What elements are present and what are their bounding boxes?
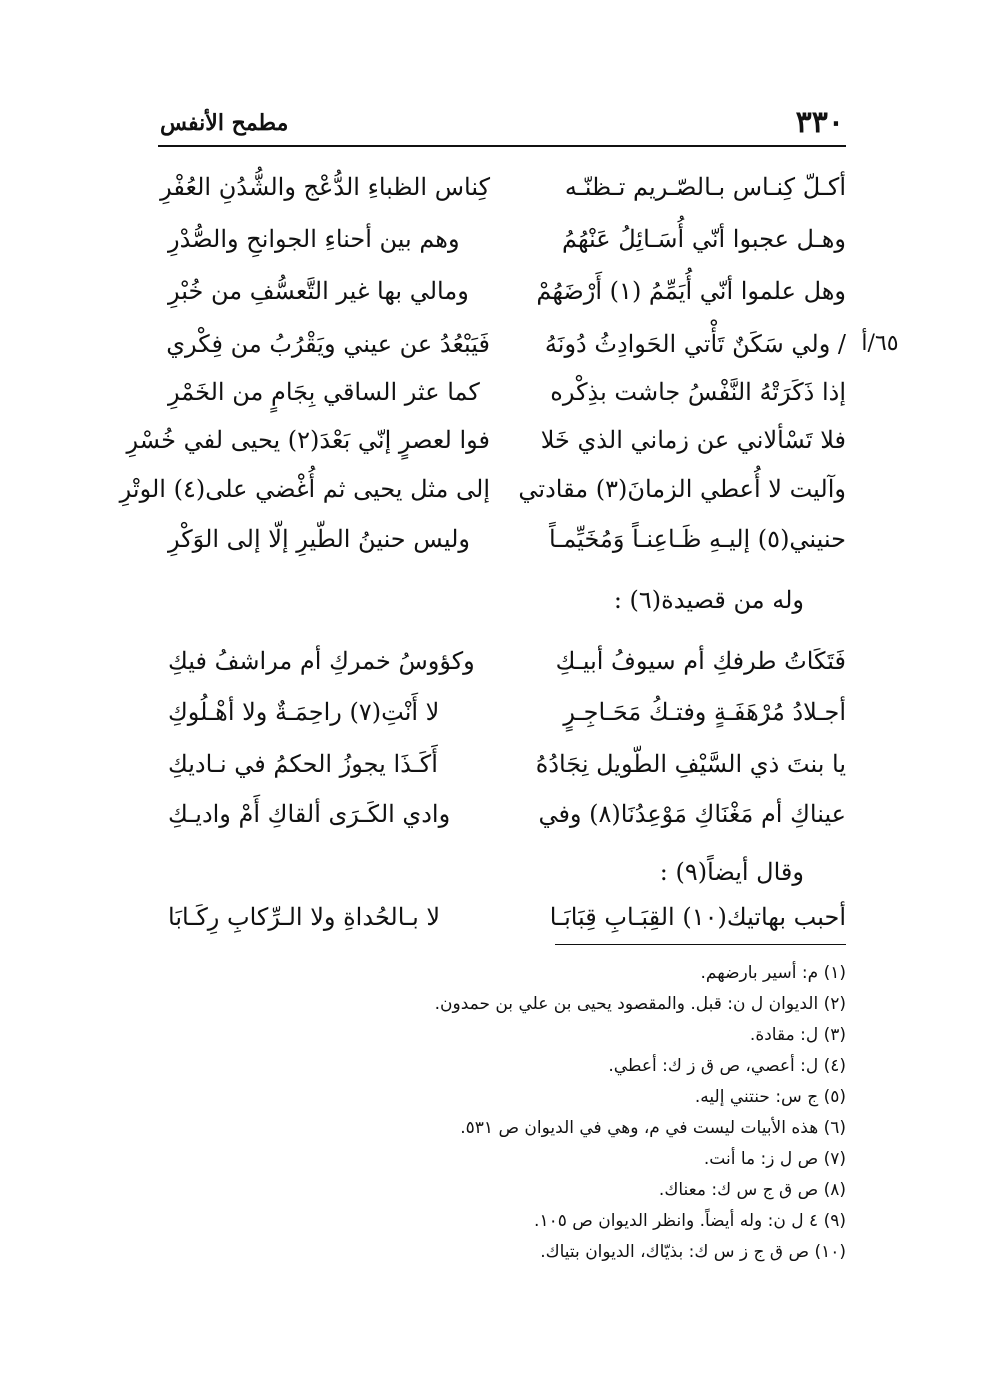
verse-line: [168, 369, 846, 415]
footnote: (٧) ص ل ز: ما أنت.: [703, 1149, 846, 1169]
poem-intro: وله من قصيدة(٦) :: [613, 586, 804, 614]
second-hemistich: ومالي بها غير التَّعسُّفِ من خُبْرِ: [168, 277, 469, 305]
first-hemistich: أكـلّ كِنـاس بـالصّـريم تـظنّـه: [564, 173, 846, 201]
page-number: ٣٣٠: [795, 105, 844, 140]
verse-line: [168, 268, 846, 314]
second-hemistich: لا بـالحُداةِ ولا الـرِّكابِ رِكَـابَا: [168, 903, 441, 931]
second-hemistich: وليس حنينُ الطّيرِ إلّا إلى الوَكْرِ: [168, 525, 471, 553]
second-hemistich: أَكَـذَا يجوزُ الحكمُ في نـاديكِ: [168, 750, 438, 778]
first-hemistich: وهل علموا أنّي أُيَمِّمُ (١) أَرْضَهُمْ: [536, 277, 846, 305]
second-hemistich: فَيَبْعُدُ عن عيني ويَقْرُبُ من فِكْري: [166, 330, 490, 358]
header-rule: [158, 145, 846, 147]
footnote: (٦) هذه الأبيات ليست في م، وهي في الديوان ص ٥٣١.: [460, 1118, 846, 1138]
verse-line: [168, 321, 846, 367]
footnote: (١) م: أسير بارضهم.: [700, 963, 846, 983]
first-hemistich: أحبب بهاتيك(١٠) القِبَـابِ قِبَابَـا: [549, 903, 846, 931]
footnote: (٢) الديوان ل ن: قبل. والمقصود يحيى بن علي بن حمدون.: [434, 994, 846, 1014]
footnote: (٩) ٤ ل ن: وله أيضاً. وانظر الديوان ص ١٠٥.: [534, 1211, 846, 1231]
footnote: (٤) ل: أعصي، ص ق ز ك: أعطي.: [608, 1056, 846, 1076]
running-title: مطمح الأنفس: [160, 110, 289, 136]
poem-intro: وقال أيضاً(٩) :: [659, 858, 804, 886]
second-hemistich: فوا لعصرٍ إنّي بَعْدَ(٢) يحيى لفي خُسْرِ: [126, 426, 490, 454]
verse-line: [168, 638, 846, 684]
footnote: (٥) ج س: حنتني إليه.: [694, 1087, 846, 1107]
first-hemistich: يا بنتَ ذي السَّيْفِ الطّويل نِجَادُهُ: [535, 750, 846, 778]
first-hemistich: فلا تَسْألاني عن زماني الذي خَلا: [540, 426, 846, 454]
verse-line: [168, 741, 846, 787]
first-hemistich: / ولي سَكَنٌ تَأْتي الحَوادِثُ دُونَهُ: [544, 330, 846, 358]
first-hemistich: إذا ذَكَرَتْهُ النَّفْسُ جاشت بذِكْره: [550, 378, 846, 406]
second-hemistich: وهم بين أحناءِ الجوانحِ والصُّدْرِ: [168, 225, 460, 253]
second-hemistich: كما عثر الساقي بِجَامٍ من الخَمْرِ: [168, 378, 480, 406]
verse-line: [160, 164, 846, 210]
first-hemistich: حنيني(٥) إليـهِ ظَـاعِنـاً وَمُخَيِّمـاً: [549, 525, 846, 553]
verse-line: [126, 417, 846, 463]
second-hemistich: لا أَنْتِ(٧) راحِمَـةٌ ولا أهْـلُوكِ: [168, 698, 440, 726]
verse-line: [168, 894, 846, 940]
second-hemistich: إلى مثل يحيى ثم أُغْضي على(٤) الوتْرِ: [119, 475, 490, 503]
second-hemistich: وادي الكَـرَى ألقاكِ أَمْ واديـكِ: [168, 800, 451, 828]
first-hemistich: أجـلادُ مُرْهَفَـةٍ وفتـكُ مَحَـاجِـرٍ: [563, 698, 846, 726]
verse-line: [168, 791, 846, 837]
footnote: (١٠) ص ق ج ز س ك: بذيّاك، الديوان بتياك.: [540, 1242, 846, 1262]
folio-margin-note: ٦٥/أ: [861, 331, 899, 356]
first-hemistich: عيناكِ أم مَغْنَاكِ مَوْعِدُنَا(٨) وفي: [538, 800, 846, 828]
verse-line: [119, 466, 846, 512]
footnote-rule: [555, 944, 846, 945]
verse-line: [168, 689, 846, 735]
footnote: (٨) ص ق ج س ك: معناك.: [658, 1180, 846, 1200]
verse-line: [168, 516, 846, 562]
first-hemistich: فَتَكَاتُ طرفكِ أم سيوفُ أبيـكِ: [555, 647, 846, 675]
second-hemistich: وكؤوسُ خمركِ أم مراشفُ فيكِ: [168, 647, 475, 675]
first-hemistich: وهـل عجبوا أنّي أُسَـائِلُ عَنْهُمُ: [561, 225, 846, 253]
footnote: (٣) ل: مقادة.: [749, 1025, 846, 1045]
verse-line: [168, 216, 846, 262]
second-hemistich: كِناس الظباءِ الدُّعْج والشُّدُنِ العُفْرِ: [160, 173, 490, 201]
first-hemistich: وآليت لا أُعطي الزمانَ(٣) مقادتي: [518, 475, 846, 503]
